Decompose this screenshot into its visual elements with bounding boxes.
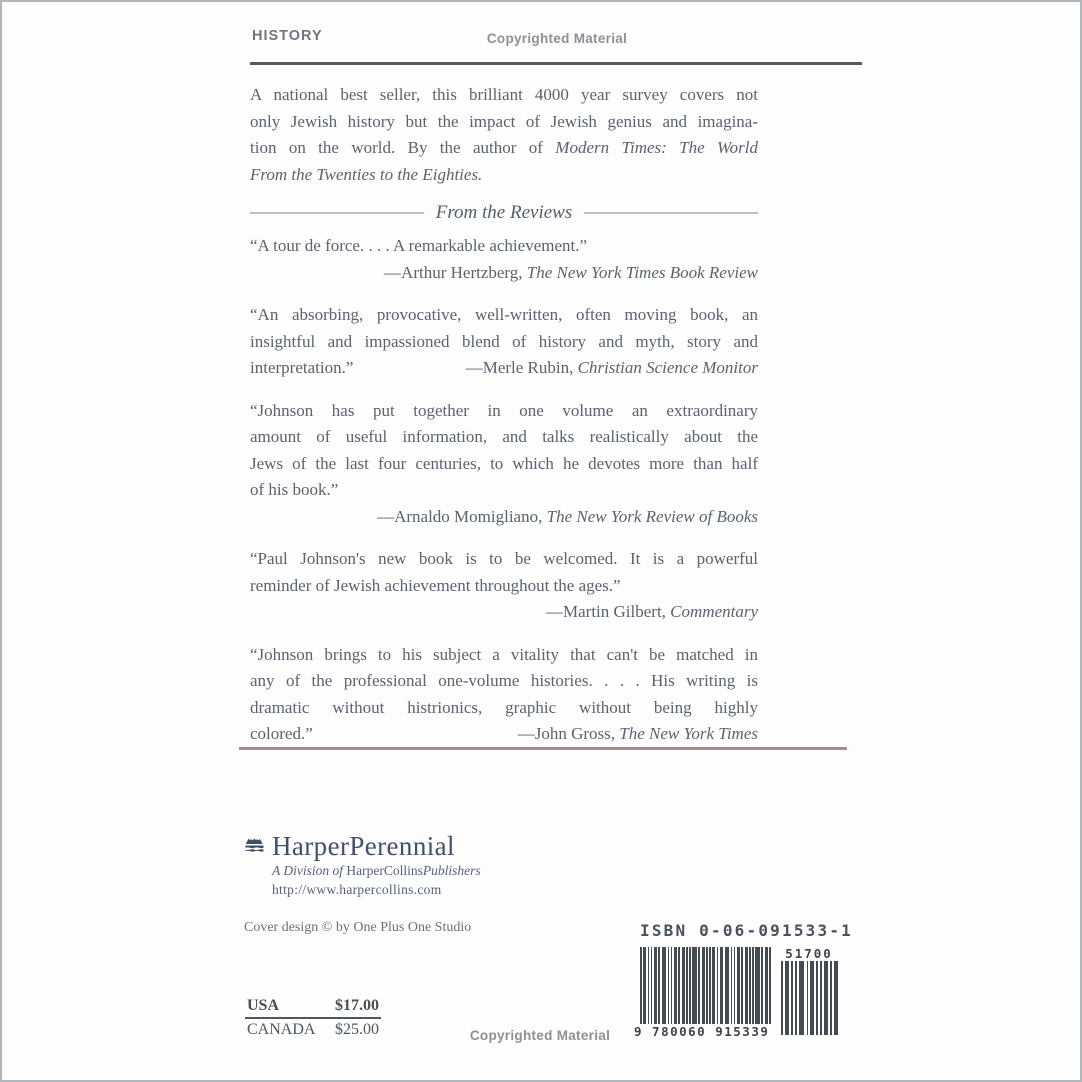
review-attribution: —Arnaldo Momigliano, The New York Review of Books	[377, 506, 758, 526]
barcode-bar	[682, 947, 685, 1035]
text-line: “Johnson brings to his subject a vitality that can't be matched in	[250, 644, 758, 664]
category-label: HISTORY	[252, 28, 323, 44]
copyrighted-material-bottom: Copyrighted Material	[469, 1028, 611, 1043]
isbn-block	[634, 921, 853, 1039]
text-line: any of the professional one-volume histories. . . . His writing is	[250, 671, 758, 690]
barcode-bar	[769, 947, 771, 1035]
barcode-bar	[640, 947, 642, 1035]
barcode-bar	[717, 947, 719, 1035]
text-line: “An absorbing, provocative, well-written, often moving book, an	[250, 305, 758, 324]
barcode-bar	[698, 947, 700, 1035]
addon-barcode-digits: 51700	[785, 946, 833, 961]
barcode-bar	[749, 947, 751, 1035]
text-line: A national best seller, this brilliant 4000 year survey covers not	[250, 85, 758, 104]
barcode-bar	[671, 947, 673, 1035]
price-row-usa	[245, 995, 381, 1019]
cover-design-credit: Cover design © by One Plus One Studio	[244, 920, 472, 935]
barcode-bar	[810, 961, 814, 1035]
barcode-bar	[643, 947, 646, 1035]
barcode-bar	[689, 947, 691, 1035]
text-line: Jews of the last four centuries, to which he devotes more than half	[250, 453, 758, 473]
barcode-bar	[765, 947, 768, 1035]
barcode-bar	[658, 947, 660, 1035]
review	[250, 546, 758, 626]
barcode-bar	[807, 961, 809, 1035]
barcode-bar	[731, 947, 733, 1035]
barcode-bar	[824, 961, 828, 1035]
review-attribution: —John Gross, The New York Times	[517, 724, 758, 743]
text-line: From the Twenties to the Eighties.	[250, 164, 483, 184]
barcode-bar	[709, 947, 711, 1035]
copyrighted-material-top: Copyrighted Material	[486, 31, 628, 46]
barcode-bar	[648, 947, 650, 1035]
barcode-bar	[706, 947, 708, 1035]
text-line	[250, 260, 758, 287]
barcode-bar	[651, 947, 653, 1035]
review	[250, 642, 758, 748]
barcode-bar	[678, 947, 680, 1035]
text-line	[250, 504, 758, 531]
barcode-bar	[785, 961, 789, 1035]
barcode-bar	[745, 947, 748, 1035]
publisher-division: A Division of HarperCollinsPublishers	[272, 863, 481, 878]
price-amount: $25.00	[335, 1021, 379, 1038]
header-rule	[250, 62, 862, 65]
price-table	[245, 995, 381, 1041]
ean-barcode	[634, 947, 772, 1039]
isbn-number: ISBN 0-06-091533-1	[640, 921, 853, 940]
publisher-name: HarperPerennial	[272, 831, 455, 861]
text-line: “Johnson has put together in one volume an extraordinary	[250, 400, 758, 420]
barcode-bar	[692, 947, 697, 1035]
reviews-bottom-rule	[239, 747, 847, 750]
text-line: tion on the world. By the author of Modern Times: The World	[250, 138, 758, 157]
barcode-bar	[752, 947, 754, 1035]
price-addon-barcode	[781, 946, 840, 1035]
barcode-bar	[830, 961, 832, 1035]
harpercollins-flame-water-icon	[244, 837, 265, 853]
barcode-bar	[834, 961, 838, 1035]
text-line: insightful and impassioned blend of history and myth, story and	[250, 331, 758, 351]
review	[250, 302, 758, 382]
barcode-bar	[755, 947, 760, 1035]
barcode-bar	[816, 961, 818, 1035]
reviews-list	[250, 233, 758, 764]
reviews-section-header	[250, 202, 758, 224]
barcode-bar	[734, 947, 736, 1035]
text-line: interpretation.” —Merle Rubin, Christian Science Monitor	[250, 355, 758, 382]
barcode-bar	[781, 961, 783, 1035]
text-line: reminder of Jewish achievement throughout the ages.”	[250, 575, 621, 595]
barcode-bar	[799, 961, 804, 1035]
barcode-bar	[791, 961, 793, 1035]
text-line: colored.” —John Gross, The New York Times	[250, 721, 758, 748]
review-attribution: —Arthur Hertzberg, The New York Times Book Review	[384, 262, 758, 282]
review-attribution: —Merle Rubin, Christian Science Monitor	[465, 358, 758, 377]
review	[250, 233, 758, 286]
publisher-url: http://www.harpercollins.com	[272, 882, 442, 897]
barcode-bar	[662, 947, 667, 1035]
barcode-bar	[654, 947, 657, 1035]
text-line: “Paul Johnson's new book is to be welcomed. It is a powerful	[250, 549, 758, 568]
reviews-section-title: From the Reviews	[435, 202, 573, 223]
price-amount: $17.00	[335, 997, 379, 1014]
text-line	[250, 599, 758, 626]
text-line: amount of useful information, and talks realistically about the	[250, 427, 758, 446]
barcode-bar	[720, 947, 723, 1035]
barcode-bar	[725, 947, 730, 1035]
divider-line-right	[584, 212, 758, 214]
publisher-block	[244, 831, 481, 898]
review-attribution: —Martin Gilbert, Commentary	[546, 602, 758, 621]
book-blurb	[250, 82, 758, 188]
barcode-bar	[795, 961, 797, 1035]
text-line: “A tour de force. . . . A remarkable achievement.”	[250, 236, 588, 255]
text-line: dramatic without histrionics, graphic without being highly	[250, 697, 758, 717]
text-line: of his book.”	[250, 480, 339, 499]
divider-line-left	[250, 212, 424, 214]
barcode-bar	[668, 947, 670, 1035]
review	[250, 398, 758, 531]
barcode-bar	[741, 947, 743, 1035]
text-line: only Jewish history but the impact of Jewish genius and imagina-	[250, 111, 758, 131]
barcode-bar	[674, 947, 677, 1035]
price-region: USA	[247, 997, 280, 1014]
price-region: CANADA	[247, 1021, 316, 1038]
barcode-bar	[761, 947, 763, 1035]
barcode-bar	[702, 947, 705, 1035]
barcode-bar	[686, 947, 688, 1035]
ean-barcode-digits: 9 780060 915339	[634, 1024, 770, 1039]
barcode-bar	[737, 947, 740, 1035]
price-row-canada	[245, 1019, 381, 1041]
barcode-bar	[712, 947, 715, 1035]
barcode-bar	[820, 961, 822, 1035]
